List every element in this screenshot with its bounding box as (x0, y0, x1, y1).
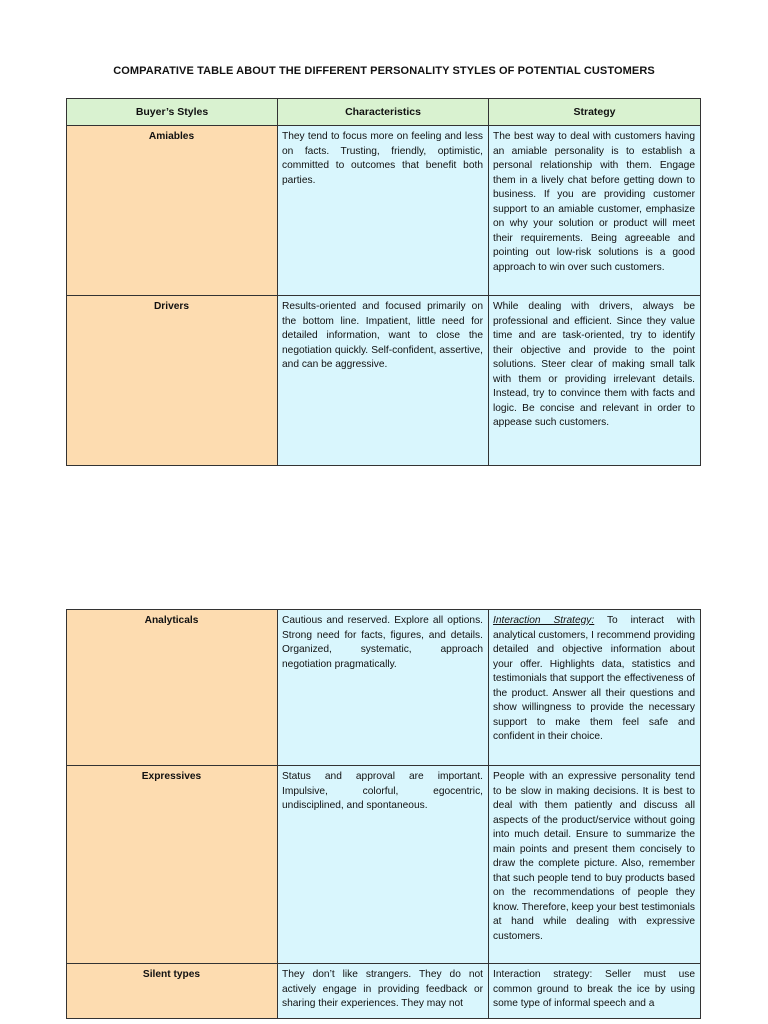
strategy-prefix: Interaction Strategy: (493, 615, 595, 626)
strategy-text: While dealing with drivers, always be professional and efficient. Since they value time and are task-oriented, try to identify their objective and provide to the point solutions. Steer clear of making small talk with them or providing irrelevant details. Instead, try to convince them with facts and logic. Be concise and relevant in order to appease such customers. (493, 301, 695, 428)
style-cell-silent-types: Silent types (67, 964, 278, 1019)
strategy-text: Interaction strategy: Seller must use common ground to break the ice by using some type of informal speech and a (493, 969, 695, 1009)
style-cell-amiables: Amiables (67, 126, 278, 296)
table-row (67, 964, 701, 1019)
personality-table-part-1 (66, 98, 701, 466)
strategy-text: People with an expressive personality tend to be slow in making decisions. It is best to deal with them patiently and discuss all aspects of the product/service without going into much detail. Ensure to summarize the main points and present them concisely to draw the complete picture. Also, remember that such people tend to buy products based on the recommendations of people they know. Therefore, keep your best testimonials at hand while dealing with expressive customers. (493, 771, 695, 942)
style-cell-drivers: Drivers (67, 296, 278, 466)
table-row (67, 766, 701, 964)
style-cell-analyticals: Analyticals (67, 610, 278, 766)
style-cell-expressives: Expressives (67, 766, 278, 964)
strategy-cell (489, 766, 701, 964)
strategy-cell (489, 964, 701, 1019)
characteristics-cell: They tend to focus more on feeling and less on facts. Trusting, friendly, optimistic, committed to outcomes that benefit both parties. (278, 126, 489, 296)
personality-table-part-2 (66, 609, 701, 1019)
table-header-row (67, 99, 701, 126)
page-title: COMPARATIVE TABLE ABOUT THE DIFFERENT PERSONALITY STYLES OF POTENTIAL CUSTOMERS (113, 65, 655, 77)
characteristics-cell: They don’t like strangers. They do not actively engage in providing feedback or sharing their experiences. They may not (278, 964, 489, 1019)
header-buyers-styles: Buyer’s Styles (67, 99, 278, 126)
characteristics-cell: Status and approval are important. Impulsive, colorful, egocentric, undisciplined, and spontaneous. (278, 766, 489, 964)
table-row (67, 296, 701, 466)
characteristics-cell: Cautious and reserved. Explore all options. Strong need for facts, figures, and details. Organized, systematic, approach negotiation pragmatically. (278, 610, 489, 766)
strategy-text: To interact with analytical customers, I recommend providing detailed and objective information about your offer. Highlights data, statistics and testimonials that support the effectiveness of the product. Answer all their questions and show willingness to provide the necessary support to make them feel safe and confident in their choice. (493, 615, 695, 742)
strategy-cell (489, 610, 701, 766)
strategy-cell (489, 296, 701, 466)
table-row (67, 126, 701, 296)
characteristics-cell: Results-oriented and focused primarily on the bottom line. Impatient, little need for detailed information, want to close the negotiation quickly. Self-confident, assertive, and can be aggressive. (278, 296, 489, 466)
header-strategy: Strategy (489, 99, 701, 126)
strategy-text: The best way to deal with customers having an amiable personality is to establish a personal relationship with them. Engage them in a lively chat before getting down to business. If you are providing customer support to an amiable customer, emphasize on why your solution or product will meet their requirements. Being agreeable and pointing out low-risk solutions is a good approach to win over such customers. (493, 131, 695, 273)
strategy-cell (489, 126, 701, 296)
table-row (67, 610, 701, 766)
header-characteristics: Characteristics (278, 99, 489, 126)
